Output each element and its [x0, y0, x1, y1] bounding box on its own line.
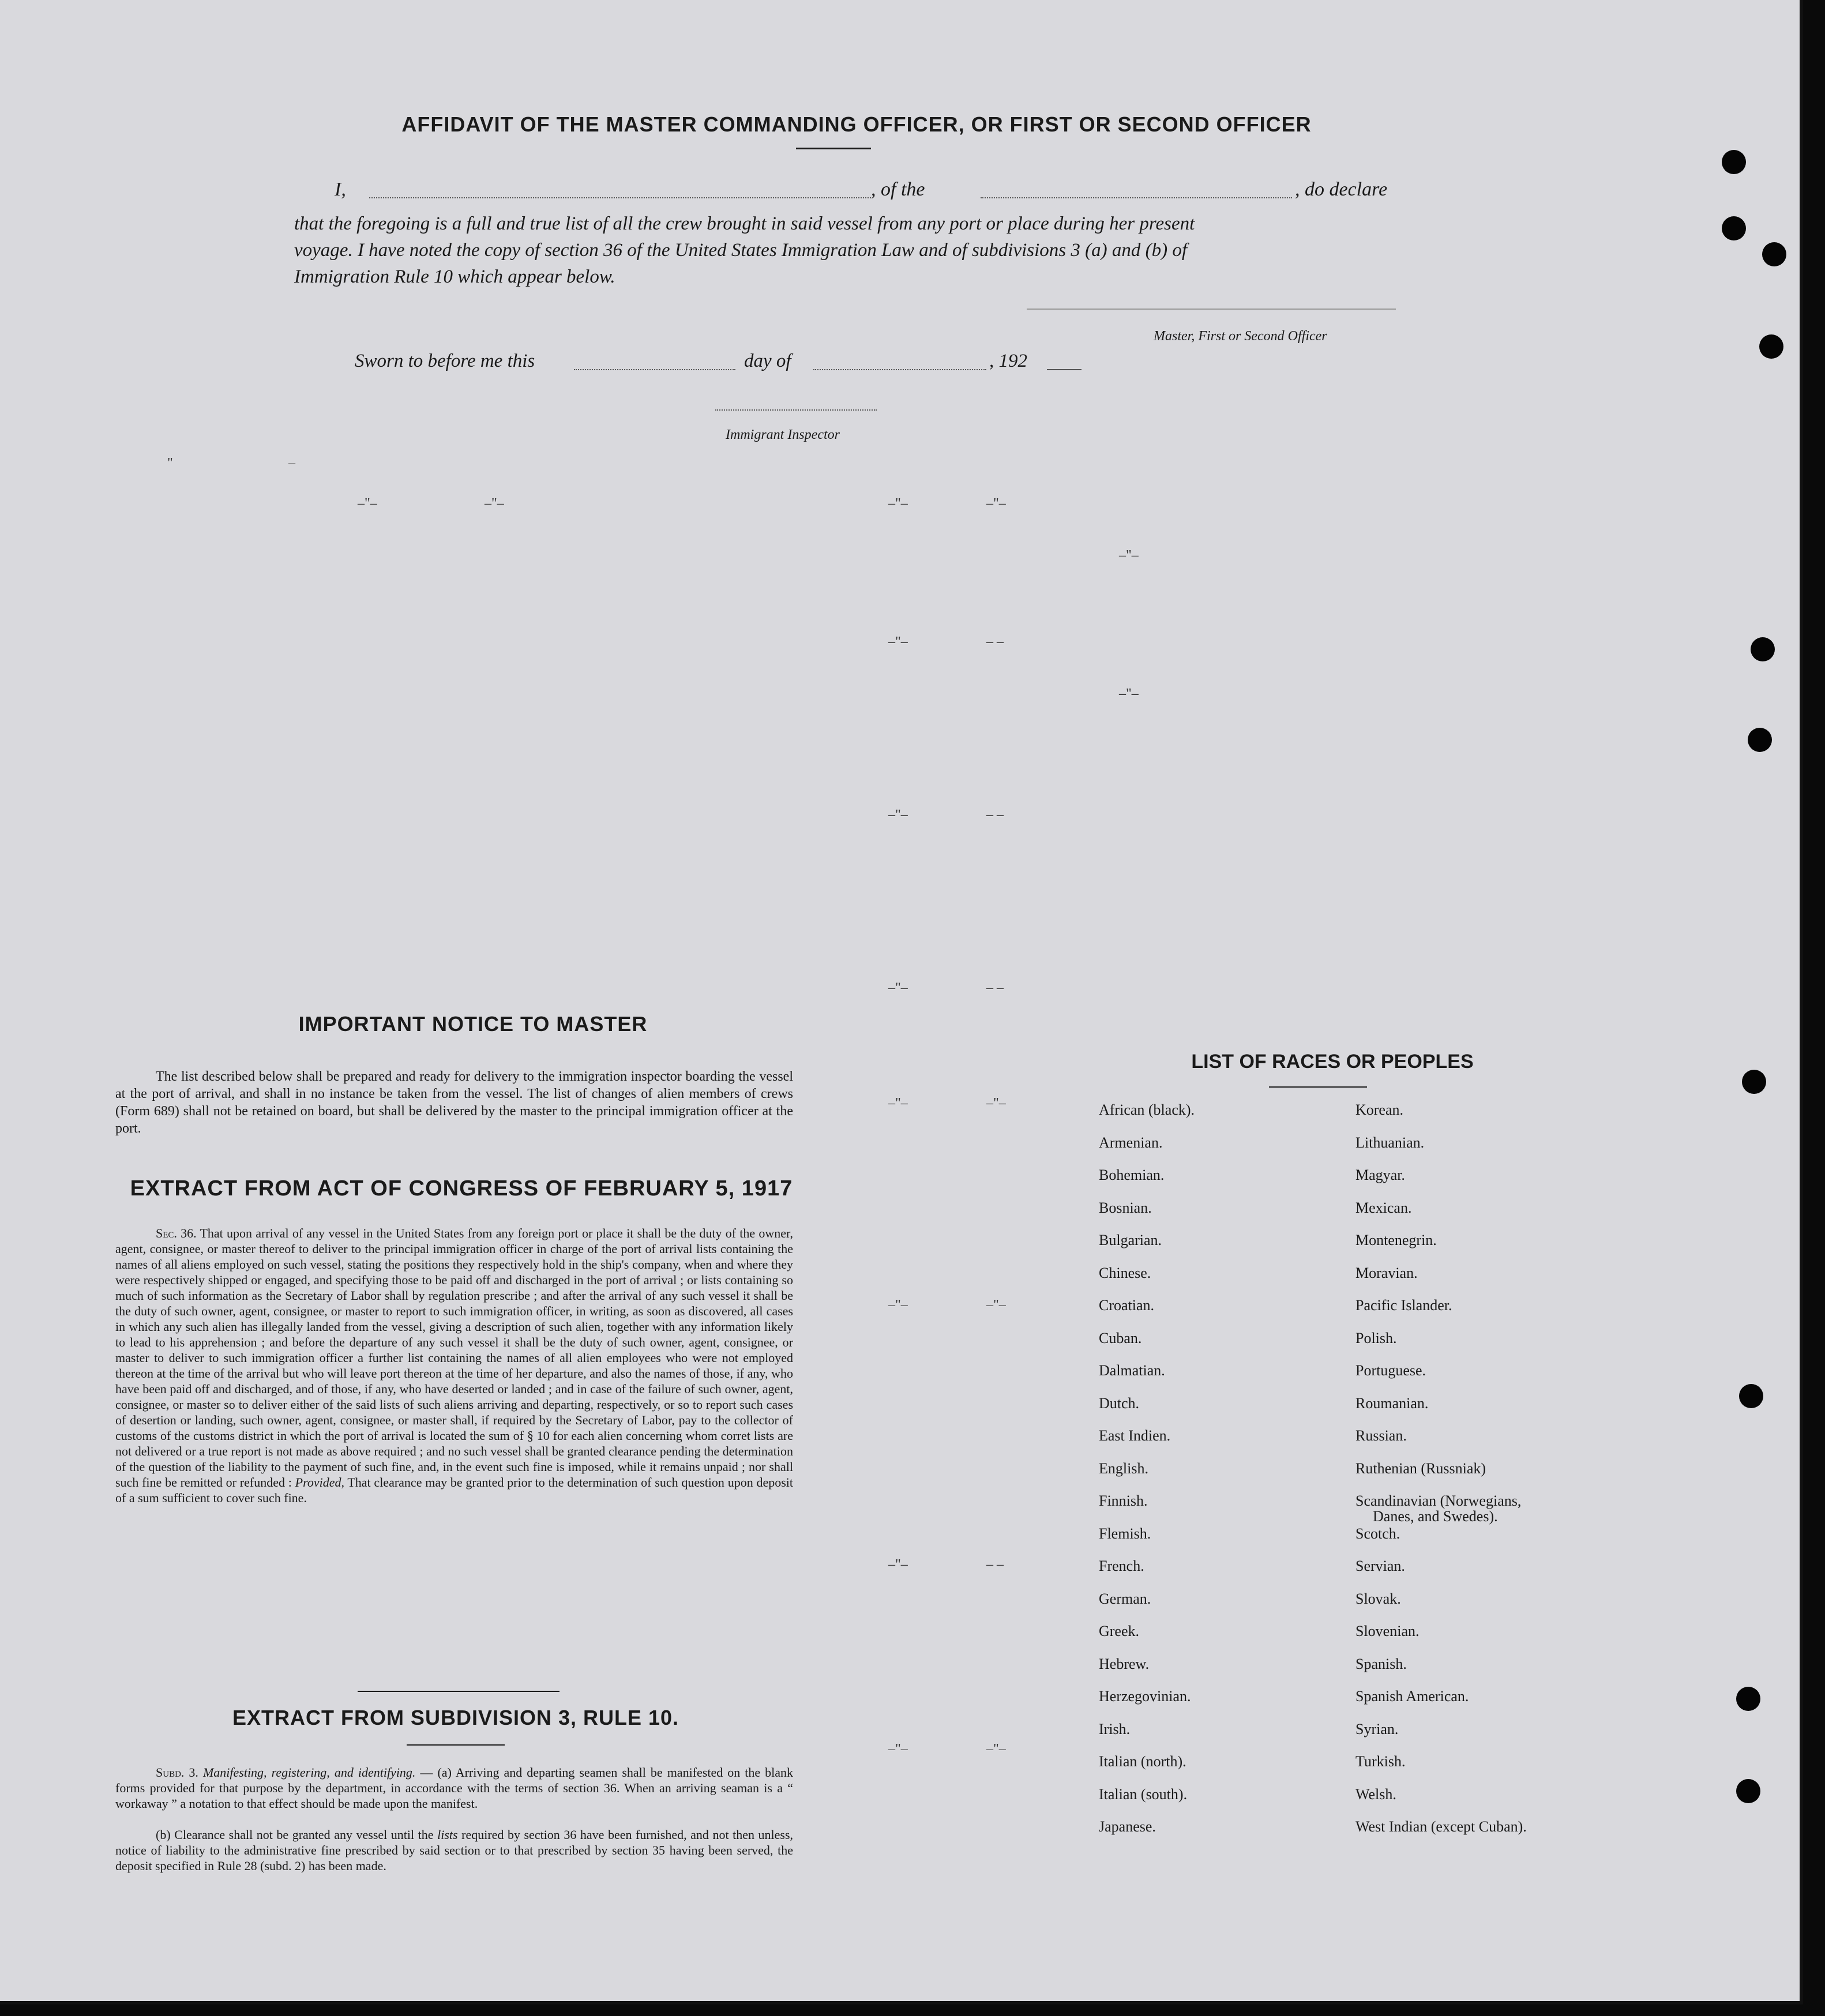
- race-item: Hebrew.: [1099, 1655, 1150, 1672]
- binder-hole: [1722, 216, 1746, 240]
- act-end-rule: [358, 1691, 559, 1692]
- day-of-label: day of: [744, 351, 791, 371]
- race-item: Spanish.: [1355, 1655, 1407, 1672]
- ditto-mark: –"–: [888, 807, 908, 822]
- affidavit-title: AFFIDAVIT OF THE MASTER COMMANDING OFFICER, OR FIRST OR SECOND OFFICER: [401, 112, 1312, 136]
- race-item: Scotch.: [1355, 1525, 1400, 1542]
- race-item: Ruthenian (Russniak): [1355, 1460, 1486, 1477]
- rule-title-underline: [407, 1744, 505, 1746]
- ditto-mark: –"–: [888, 1742, 908, 1757]
- do-declare-label: , do declare: [1295, 179, 1388, 200]
- binder-hole: [1742, 1070, 1766, 1094]
- rule-para-a-text: — (a) Arriving and departing seamen shall be manifested on the blank forms provided for that purpose by the department, in accordance with the terms of section 36. When an arriving seaman is a “ workaway ” a notation to that effect should be made upon the manifest.: [115, 1765, 794, 1811]
- race-item: English.: [1099, 1460, 1148, 1477]
- inspector-signature-line[interactable]: [715, 409, 877, 411]
- binder-hole: [1722, 150, 1746, 174]
- sworn-month-blank[interactable]: [813, 369, 986, 370]
- race-item: Slovak.: [1355, 1590, 1401, 1607]
- race-item: Irish.: [1099, 1720, 1131, 1737]
- ditto-mark: –"–: [888, 1557, 908, 1572]
- rule-subd-italic: Manifesting, registering, and identifying.: [202, 1765, 416, 1780]
- race-item: Italian (south).: [1099, 1785, 1188, 1803]
- act-title: EXTRACT FROM ACT OF CONGRESS OF FEBRUARY 5, 1917: [130, 1176, 793, 1201]
- year-label: , 192: [989, 351, 1027, 371]
- race-item: Chinese.: [1099, 1264, 1151, 1281]
- act-proviso-label: Provided,: [295, 1475, 344, 1490]
- ditto-mark: –"–: [1119, 686, 1139, 701]
- rule-para-b-rest: required by section 36 have been furnished, and not then unless, notice of liability to the administrative fine prescribed by said section or to that prescribed by section 35 having been served, the deposit specified in Rule 28 (subd. 2) has been made.: [115, 1827, 794, 1873]
- ditto-mark: – –: [986, 1557, 1004, 1572]
- act-text: [115, 1225, 793, 1506]
- race-item: German.: [1099, 1590, 1151, 1607]
- rule-para-b-lists: lists: [437, 1827, 458, 1842]
- race-item: Lithuanian.: [1355, 1134, 1425, 1151]
- ditto-mark: –"–: [485, 496, 504, 511]
- notice-text: The list described below shall be prepared and ready for delivery to the immigration inspector boarding the vessel at the port of arrival, and shall in no instance be taken from the vessel. The list of changes of alien members of crews (Form 689) shall not be retained on board, but shall be delivered by the master to the principal immigration officer at the port.: [115, 1069, 793, 1136]
- race-item: Cuban.: [1099, 1329, 1142, 1346]
- binder-hole: [1736, 1687, 1760, 1711]
- race-item: Dalmatian.: [1099, 1362, 1165, 1379]
- race-item: Moravian.: [1355, 1264, 1418, 1281]
- act-section-label: Sec. 36.: [156, 1226, 197, 1240]
- race-item: Welsh.: [1355, 1785, 1396, 1803]
- ditto-mark: –"–: [986, 496, 1006, 511]
- race-item: Portuguese.: [1355, 1362, 1426, 1379]
- ditto-mark: ": [167, 456, 173, 471]
- year-blank[interactable]: [1047, 369, 1082, 370]
- race-item: Magyar.: [1355, 1167, 1405, 1183]
- ditto-mark: –: [288, 456, 295, 471]
- binder-hole: [1736, 1779, 1760, 1803]
- race-item: Bosnian.: [1099, 1199, 1152, 1216]
- race-item: Italian (north).: [1099, 1753, 1186, 1770]
- race-item: Mexican.: [1355, 1199, 1412, 1216]
- sworn-label: Sworn to before me this: [355, 351, 535, 371]
- ditto-mark: –"–: [986, 1742, 1006, 1757]
- race-item: Polish.: [1355, 1329, 1397, 1346]
- rule-para-a: [115, 1765, 793, 1811]
- race-item: Herzegovinian.: [1099, 1688, 1191, 1705]
- ditto-mark: –"–: [986, 1096, 1006, 1111]
- sworn-day-blank[interactable]: [574, 369, 735, 370]
- ditto-mark: –"–: [888, 1297, 908, 1312]
- race-scandinavian-continued: Danes, and Swedes).: [1373, 1508, 1498, 1525]
- ditto-mark: –"–: [358, 496, 377, 511]
- ditto-mark: –"–: [888, 1096, 908, 1111]
- declaration-text: [294, 210, 1402, 290]
- ditto-mark: –"–: [1119, 548, 1139, 563]
- race-item: Bohemian.: [1099, 1167, 1165, 1183]
- ditto-mark: –"–: [888, 634, 908, 649]
- race-item: East Indien.: [1099, 1427, 1171, 1444]
- rule-para-b: [115, 1827, 793, 1874]
- race-item: Finnish.: [1099, 1492, 1148, 1509]
- ditto-mark: – –: [986, 807, 1004, 822]
- declaration-line-1: that the foregoing is a full and true list of all the crew brought in said vessel from any port or place during her present: [294, 213, 1195, 234]
- race-item: Russian.: [1355, 1427, 1407, 1444]
- declaration-line-2: voyage. I have noted the copy of section 36 of the United States Immigration Law and of subdivisions 3 (a) and (b) of: [294, 240, 1188, 261]
- race-item: Montenegrin.: [1355, 1232, 1437, 1248]
- race-item: Dutch.: [1099, 1394, 1140, 1412]
- act-body: That upon arrival of any vessel in the United States from any foreign port or place it shall be the duty of the owner, agent, consignee, or master thereof to deliver to the principal immigration officer in charge of the port of arrival lists containing the names of all aliens employed on such vessel, stating the positions they respectively hold in the ship's company, when and where they were respectively shipped or engaged, and specifying those to be paid off and discharged in the port of arrival ; or lists containing so much of such information as the Secretary of Labor shall by regulation prescribe ; and after the arrival of any such vessel it shall be the duty of such owner, agent, consignee, or master to report to such immigration officer, in writing, as soon as discovered, all cases in which any such alien has illegally landed from the vessel, giving a description of such alien, together with any information likely to lead to his apprehension ; and before the departure of any such vessel it shall be the duty of such owner, agent, consignee, or master to deliver to such immigration officer a further list containing the names of all alien employees who were not employed thereon at the time of the arrival but who will leave port thereon at the time of her departure, and also the names of those, if any, who have been paid off and discharged, and of those, if any, who have deserted or landed ; and in case of the failure of such owner, agent, consignee, or master so to deliver either of the said lists of such aliens arriving and departing, respectively, or so to report such cases of desertion or landing, such owner, agent, consignee, or master shall, if required by the Secretary of Labor, pay to the collector of customs of the customs district in which the port of arrival is located the sum of § 10 for each alien concerning whom corret lists are not delivered or a true report is not made as above required ; and no such vessel shall be granted clearance pending the determination of the question of the liability to the payment of such fine, and, in the event such fine is imposed, while it remains unpaid ; nor shall such fine be remitted or refunded :: [115, 1226, 793, 1490]
- race-item: Bulgarian.: [1099, 1232, 1162, 1248]
- rule-para-b-prefix: (b) Clearance shall not be granted any vessel until the: [156, 1827, 434, 1842]
- i-label: I,: [335, 179, 346, 200]
- race-item: Roumanian.: [1355, 1394, 1429, 1412]
- ditto-mark: –"–: [888, 496, 908, 511]
- race-item: West Indian (except Cuban).: [1355, 1818, 1527, 1835]
- races-title-underline: [1269, 1086, 1367, 1088]
- race-item: Spanish American.: [1355, 1688, 1469, 1705]
- name-blank[interactable]: [369, 197, 871, 198]
- vessel-blank[interactable]: [981, 197, 1292, 198]
- ditto-mark: –"–: [986, 1297, 1006, 1312]
- inspector-label: Immigrant Inspector: [726, 427, 840, 442]
- race-item: Armenian.: [1099, 1134, 1163, 1151]
- master-signature-line[interactable]: [1027, 309, 1396, 310]
- races-title: LIST OF RACES OR PEOPLES: [1191, 1051, 1474, 1073]
- race-item: Syrian.: [1355, 1720, 1399, 1737]
- race-item: Turkish.: [1355, 1753, 1406, 1770]
- race-item: Scandinavian (Norwegians,: [1355, 1492, 1522, 1509]
- race-item: French.: [1099, 1558, 1144, 1574]
- ditto-mark: –"–: [888, 980, 908, 995]
- act-proviso-text: That clearance may be granted prior to the determination of such question upon deposit of a sum sufficient to cover such fine.: [115, 1475, 794, 1505]
- race-item: Flemish.: [1099, 1525, 1151, 1542]
- race-item: Korean.: [1355, 1101, 1404, 1118]
- rule-title: EXTRACT FROM SUBDIVISION 3, RULE 10.: [232, 1706, 679, 1729]
- binder-hole: [1748, 728, 1772, 752]
- rule-subd-label: Subd. 3.: [156, 1765, 198, 1780]
- binder-hole: [1739, 1384, 1763, 1408]
- declaration-line-3: Immigration Rule 10 which appear below.: [294, 266, 615, 287]
- race-item: Slovenian.: [1355, 1623, 1420, 1639]
- notice-title: IMPORTANT NOTICE TO MASTER: [298, 1012, 648, 1036]
- title-underline: [796, 148, 871, 149]
- race-item: African (black).: [1099, 1101, 1195, 1118]
- master-signature-label: Master, First or Second Officer: [1154, 329, 1327, 344]
- race-item: Servian.: [1355, 1558, 1405, 1574]
- race-item: Pacific Islander.: [1355, 1297, 1452, 1314]
- binder-hole: [1762, 242, 1786, 266]
- ditto-mark: – –: [986, 980, 1004, 995]
- race-item: Greek.: [1099, 1623, 1140, 1639]
- race-item: Japanese.: [1099, 1818, 1156, 1835]
- race-item: Croatian.: [1099, 1297, 1155, 1314]
- binder-hole: [1751, 637, 1775, 661]
- binder-hole: [1759, 334, 1783, 359]
- ditto-mark: – –: [986, 634, 1004, 649]
- of-the-label: , of the: [871, 179, 925, 200]
